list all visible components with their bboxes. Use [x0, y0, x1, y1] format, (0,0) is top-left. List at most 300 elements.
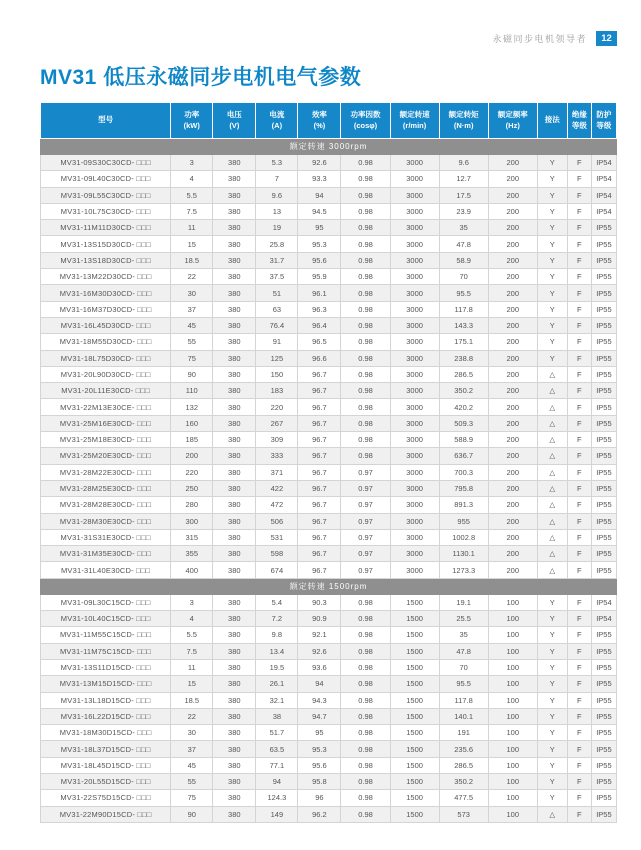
value-cell: 3000 [390, 187, 439, 203]
value-cell: 0.98 [341, 725, 390, 741]
table-row [41, 659, 617, 675]
value-cell: 0.98 [341, 741, 390, 757]
value-cell: 3 [171, 594, 213, 610]
value-cell: 0.98 [341, 692, 390, 708]
value-cell: Y [537, 659, 567, 675]
table-row [41, 741, 617, 757]
model-cell: MV31-25M20E30CD- □□□ [41, 448, 171, 464]
value-cell: IP55 [591, 757, 616, 773]
value-cell: 3000 [390, 432, 439, 448]
model-cell: MV31-10L75C30CD- □□□ [41, 203, 171, 219]
value-cell: 185 [171, 432, 213, 448]
value-cell: 200 [488, 529, 537, 545]
value-cell: 100 [488, 806, 537, 822]
value-cell: IP54 [591, 187, 616, 203]
value-cell: IP54 [591, 611, 616, 627]
value-cell: 1500 [390, 790, 439, 806]
value-cell: F [567, 562, 591, 578]
value-cell: 355 [171, 546, 213, 562]
value-cell: IP55 [591, 659, 616, 675]
table-row [41, 529, 617, 545]
value-cell: Y [537, 611, 567, 627]
value-cell: 380 [213, 708, 256, 724]
value-cell: IP55 [591, 464, 616, 480]
column-header: 型号 [41, 103, 171, 139]
value-cell: 0.98 [341, 350, 390, 366]
value-cell: Y [537, 334, 567, 350]
value-cell: IP55 [591, 708, 616, 724]
value-cell: 380 [213, 806, 256, 822]
model-cell: MV31-28M28E30CD- □□□ [41, 497, 171, 513]
value-cell: 3000 [390, 448, 439, 464]
value-cell: 200 [488, 497, 537, 513]
value-cell: 795.8 [439, 480, 488, 496]
value-cell: Y [537, 155, 567, 171]
value-cell: 35 [439, 220, 488, 236]
value-cell: 380 [213, 448, 256, 464]
table-row [41, 627, 617, 643]
value-cell: F [567, 594, 591, 610]
table-row [41, 269, 617, 285]
value-cell: 380 [213, 432, 256, 448]
value-cell: 200 [488, 350, 537, 366]
value-cell: IP55 [591, 790, 616, 806]
value-cell: 9.6 [439, 155, 488, 171]
table-body [41, 139, 617, 823]
value-cell: F [567, 464, 591, 480]
value-cell: 531 [256, 529, 298, 545]
value-cell: F [567, 317, 591, 333]
value-cell: F [567, 203, 591, 219]
column-header: 接法 [537, 103, 567, 139]
value-cell: 55 [171, 334, 213, 350]
value-cell: 636.7 [439, 448, 488, 464]
value-cell: F [567, 301, 591, 317]
value-cell: 509.3 [439, 415, 488, 431]
value-cell: 95.6 [298, 252, 341, 268]
value-cell: 380 [213, 594, 256, 610]
value-cell: 90.3 [298, 594, 341, 610]
value-cell: 96.7 [298, 546, 341, 562]
value-cell: 37 [171, 301, 213, 317]
model-cell: MV31-09L40C30CD- □□□ [41, 171, 171, 187]
model-cell: MV31-25M18E30CD- □□□ [41, 432, 171, 448]
value-cell: IP54 [591, 594, 616, 610]
value-cell: 371 [256, 464, 298, 480]
value-cell: 45 [171, 317, 213, 333]
value-cell: 380 [213, 301, 256, 317]
value-cell: IP55 [591, 432, 616, 448]
value-cell: 96.7 [298, 480, 341, 496]
value-cell: 0.98 [341, 594, 390, 610]
value-cell: 200 [488, 236, 537, 252]
value-cell: 200 [488, 269, 537, 285]
value-cell: 100 [488, 741, 537, 757]
value-cell: 200 [488, 383, 537, 399]
value-cell: 132 [171, 399, 213, 415]
value-cell: 96.7 [298, 448, 341, 464]
value-cell: Y [537, 725, 567, 741]
value-cell: 380 [213, 497, 256, 513]
value-cell: IP55 [591, 285, 616, 301]
value-cell: IP55 [591, 480, 616, 496]
model-cell: MV31-28M30E30CD- □□□ [41, 513, 171, 529]
value-cell: 380 [213, 334, 256, 350]
value-cell: 3000 [390, 415, 439, 431]
value-cell: IP54 [591, 155, 616, 171]
value-cell: 598 [256, 546, 298, 562]
value-cell: 37.5 [256, 269, 298, 285]
value-cell: Y [537, 692, 567, 708]
value-cell: IP55 [591, 415, 616, 431]
value-cell: 0.98 [341, 334, 390, 350]
model-cell: MV31-13S15D30CD- □□□ [41, 236, 171, 252]
value-cell: 0.97 [341, 464, 390, 480]
value-cell: 96.7 [298, 562, 341, 578]
value-cell: IP55 [591, 676, 616, 692]
value-cell: F [567, 220, 591, 236]
value-cell: 140.1 [439, 708, 488, 724]
value-cell: 3000 [390, 317, 439, 333]
value-cell: 18.5 [171, 692, 213, 708]
header-slogan: 永磁同步电机领导者 [492, 33, 587, 44]
value-cell: F [567, 708, 591, 724]
value-cell: 1500 [390, 692, 439, 708]
value-cell: 1500 [390, 594, 439, 610]
value-cell: △ [537, 480, 567, 496]
value-cell: 0.98 [341, 627, 390, 643]
value-cell: 94.7 [298, 708, 341, 724]
value-cell: △ [537, 415, 567, 431]
value-cell: 95.5 [439, 285, 488, 301]
value-cell: 96.7 [298, 383, 341, 399]
value-cell: 380 [213, 546, 256, 562]
value-cell: 25.5 [439, 611, 488, 627]
value-cell: F [567, 448, 591, 464]
value-cell: 380 [213, 415, 256, 431]
value-cell: 200 [488, 285, 537, 301]
value-cell: F [567, 773, 591, 789]
model-cell: MV31-18L37D15CD- □□□ [41, 741, 171, 757]
value-cell: F [567, 659, 591, 675]
table-row [41, 285, 617, 301]
value-cell: 18.5 [171, 252, 213, 268]
value-cell: IP55 [591, 350, 616, 366]
section-row [41, 139, 617, 155]
value-cell: 955 [439, 513, 488, 529]
value-cell: 19 [256, 220, 298, 236]
value-cell: 200 [488, 187, 537, 203]
value-cell: 3000 [390, 546, 439, 562]
value-cell: 200 [488, 252, 537, 268]
value-cell: 45 [171, 757, 213, 773]
value-cell: F [567, 757, 591, 773]
value-cell: 100 [488, 692, 537, 708]
table-row [41, 546, 617, 562]
model-cell: MV31-18L75D30CD- □□□ [41, 350, 171, 366]
value-cell: 5.3 [256, 155, 298, 171]
value-cell: 3000 [390, 334, 439, 350]
value-cell: IP55 [591, 627, 616, 643]
value-cell: 0.98 [341, 773, 390, 789]
value-cell: 1500 [390, 708, 439, 724]
table-row [41, 432, 617, 448]
value-cell: Y [537, 627, 567, 643]
value-cell: 380 [213, 383, 256, 399]
value-cell: △ [537, 448, 567, 464]
value-cell: 0.98 [341, 171, 390, 187]
value-cell: Y [537, 594, 567, 610]
value-cell: 0.98 [341, 187, 390, 203]
value-cell: F [567, 725, 591, 741]
value-cell: 94.3 [298, 692, 341, 708]
table-row [41, 773, 617, 789]
value-cell: 422 [256, 480, 298, 496]
model-cell: MV31-22M13E30CE- □□□ [41, 399, 171, 415]
model-cell: MV31-13S18D30CD- □□□ [41, 252, 171, 268]
value-cell: △ [537, 497, 567, 513]
value-cell: 94 [256, 773, 298, 789]
value-cell: 55 [171, 773, 213, 789]
value-cell: F [567, 366, 591, 382]
model-cell: MV31-13M15D15CD- □□□ [41, 676, 171, 692]
value-cell: △ [537, 513, 567, 529]
value-cell: △ [537, 806, 567, 822]
value-cell: 200 [488, 317, 537, 333]
value-cell: 0.98 [341, 659, 390, 675]
value-cell: 200 [488, 301, 537, 317]
value-cell: 96.7 [298, 366, 341, 382]
value-cell: △ [537, 383, 567, 399]
model-cell: MV31-16L22D15CD- □□□ [41, 708, 171, 724]
value-cell: 477.5 [439, 790, 488, 806]
value-cell: 3000 [390, 171, 439, 187]
value-cell: △ [537, 464, 567, 480]
value-cell: IP54 [591, 203, 616, 219]
value-cell: 1500 [390, 806, 439, 822]
section-title: 额定转速 3000rpm [41, 139, 617, 155]
value-cell: F [567, 806, 591, 822]
value-cell: 380 [213, 757, 256, 773]
value-cell: F [567, 334, 591, 350]
value-cell: F [567, 497, 591, 513]
value-cell: 93.3 [298, 171, 341, 187]
value-cell: 47.8 [439, 643, 488, 659]
value-cell: 96.7 [298, 415, 341, 431]
value-cell: Y [537, 790, 567, 806]
value-cell: 23.9 [439, 203, 488, 219]
value-cell: 38 [256, 708, 298, 724]
value-cell: F [567, 236, 591, 252]
table-row [41, 562, 617, 578]
value-cell: 200 [488, 546, 537, 562]
value-cell: IP55 [591, 366, 616, 382]
table-row [41, 708, 617, 724]
value-cell: 70 [439, 659, 488, 675]
value-cell: 70 [439, 269, 488, 285]
value-cell: 315 [171, 529, 213, 545]
table-row [41, 806, 617, 822]
value-cell: 100 [488, 643, 537, 659]
value-cell: IP55 [591, 269, 616, 285]
value-cell: Y [537, 773, 567, 789]
value-cell: 200 [488, 334, 537, 350]
value-cell: 183 [256, 383, 298, 399]
value-cell: 95.3 [298, 236, 341, 252]
table-row [41, 399, 617, 415]
value-cell: 17.5 [439, 187, 488, 203]
value-cell: 150 [256, 366, 298, 382]
model-cell: MV31-13M22D30CD- □□□ [41, 269, 171, 285]
value-cell: 380 [213, 350, 256, 366]
value-cell: 96.2 [298, 806, 341, 822]
value-cell: 100 [488, 594, 537, 610]
value-cell: IP55 [591, 383, 616, 399]
value-cell: 3000 [390, 269, 439, 285]
value-cell: 4 [171, 611, 213, 627]
value-cell: 12.7 [439, 171, 488, 187]
column-header: 额定转矩 (N·m) [439, 103, 488, 139]
value-cell: 19.1 [439, 594, 488, 610]
column-header: 额定频率 (Hz) [488, 103, 537, 139]
value-cell: 380 [213, 643, 256, 659]
value-cell: F [567, 676, 591, 692]
table-row [41, 334, 617, 350]
value-cell: 200 [488, 432, 537, 448]
value-cell: IP55 [591, 643, 616, 659]
value-cell: 1500 [390, 725, 439, 741]
value-cell: 400 [171, 562, 213, 578]
column-header: 绝缘 等级 [567, 103, 591, 139]
value-cell: 1500 [390, 676, 439, 692]
value-cell: 333 [256, 448, 298, 464]
model-cell: MV31-22M90D15CD- □□□ [41, 806, 171, 822]
value-cell: 19.5 [256, 659, 298, 675]
value-cell: 0.98 [341, 383, 390, 399]
value-cell: 0.98 [341, 676, 390, 692]
value-cell: 15 [171, 236, 213, 252]
value-cell: 96.7 [298, 513, 341, 529]
value-cell: 0.97 [341, 513, 390, 529]
model-cell: MV31-11M55C15CD- □□□ [41, 627, 171, 643]
value-cell: F [567, 643, 591, 659]
page-header [40, 30, 617, 46]
table-row [41, 220, 617, 236]
value-cell: F [567, 432, 591, 448]
model-cell: MV31-09L30C15CD- □□□ [41, 594, 171, 610]
value-cell: 200 [488, 171, 537, 187]
value-cell: 94 [298, 187, 341, 203]
model-cell: MV31-25M16E30CD- □□□ [41, 415, 171, 431]
value-cell: 1500 [390, 659, 439, 675]
value-cell: 3000 [390, 480, 439, 496]
value-cell: 573 [439, 806, 488, 822]
value-cell: Y [537, 708, 567, 724]
value-cell: F [567, 383, 591, 399]
value-cell: 91 [256, 334, 298, 350]
table-row [41, 350, 617, 366]
section-row [41, 578, 617, 594]
value-cell: 31.7 [256, 252, 298, 268]
value-cell: 117.8 [439, 301, 488, 317]
value-cell: 3000 [390, 383, 439, 399]
value-cell: 380 [213, 659, 256, 675]
value-cell: 90 [171, 806, 213, 822]
value-cell: 200 [488, 155, 537, 171]
column-header: 功率 (kW) [171, 103, 213, 139]
value-cell: 3000 [390, 155, 439, 171]
value-cell: IP55 [591, 529, 616, 545]
value-cell: 200 [488, 415, 537, 431]
value-cell: 1500 [390, 643, 439, 659]
column-header: 功率因数 (cosφ) [341, 103, 390, 139]
model-cell: MV31-31S31E30CD- □□□ [41, 529, 171, 545]
value-cell: Y [537, 203, 567, 219]
value-cell: F [567, 171, 591, 187]
table-row [41, 448, 617, 464]
value-cell: 143.3 [439, 317, 488, 333]
value-cell: 35 [439, 627, 488, 643]
value-cell: 11 [171, 659, 213, 675]
value-cell: 220 [171, 464, 213, 480]
value-cell: 3 [171, 155, 213, 171]
value-cell: 0.97 [341, 546, 390, 562]
value-cell: 380 [213, 773, 256, 789]
value-cell: F [567, 350, 591, 366]
value-cell: F [567, 155, 591, 171]
value-cell: 380 [213, 611, 256, 627]
value-cell: 95 [298, 725, 341, 741]
value-cell: IP55 [591, 399, 616, 415]
value-cell: 96.1 [298, 285, 341, 301]
value-cell: 96.7 [298, 529, 341, 545]
value-cell: Y [537, 350, 567, 366]
table-row [41, 497, 617, 513]
value-cell: F [567, 741, 591, 757]
value-cell: 58.9 [439, 252, 488, 268]
value-cell: 286.5 [439, 366, 488, 382]
value-cell: 13 [256, 203, 298, 219]
value-cell: 380 [213, 741, 256, 757]
value-cell: IP55 [591, 301, 616, 317]
value-cell: 94.5 [298, 203, 341, 219]
value-cell: 0.98 [341, 203, 390, 219]
table-row [41, 790, 617, 806]
value-cell: F [567, 415, 591, 431]
model-cell: MV31-09L55C30CD- □□□ [41, 187, 171, 203]
table-row [41, 383, 617, 399]
model-cell: MV31-20L55D15CD- □□□ [41, 773, 171, 789]
value-cell: 0.98 [341, 155, 390, 171]
value-cell: 100 [488, 790, 537, 806]
value-cell: 0.98 [341, 611, 390, 627]
value-cell: 1130.1 [439, 546, 488, 562]
value-cell: IP55 [591, 725, 616, 741]
value-cell: △ [537, 366, 567, 382]
value-cell: 100 [488, 725, 537, 741]
value-cell: 100 [488, 659, 537, 675]
value-cell: △ [537, 399, 567, 415]
value-cell: F [567, 790, 591, 806]
value-cell: 30 [171, 285, 213, 301]
value-cell: 1500 [390, 741, 439, 757]
value-cell: 95 [298, 220, 341, 236]
value-cell: 380 [213, 513, 256, 529]
value-cell: IP55 [591, 806, 616, 822]
value-cell: 95.3 [298, 741, 341, 757]
table-row [41, 236, 617, 252]
value-cell: 25.8 [256, 236, 298, 252]
